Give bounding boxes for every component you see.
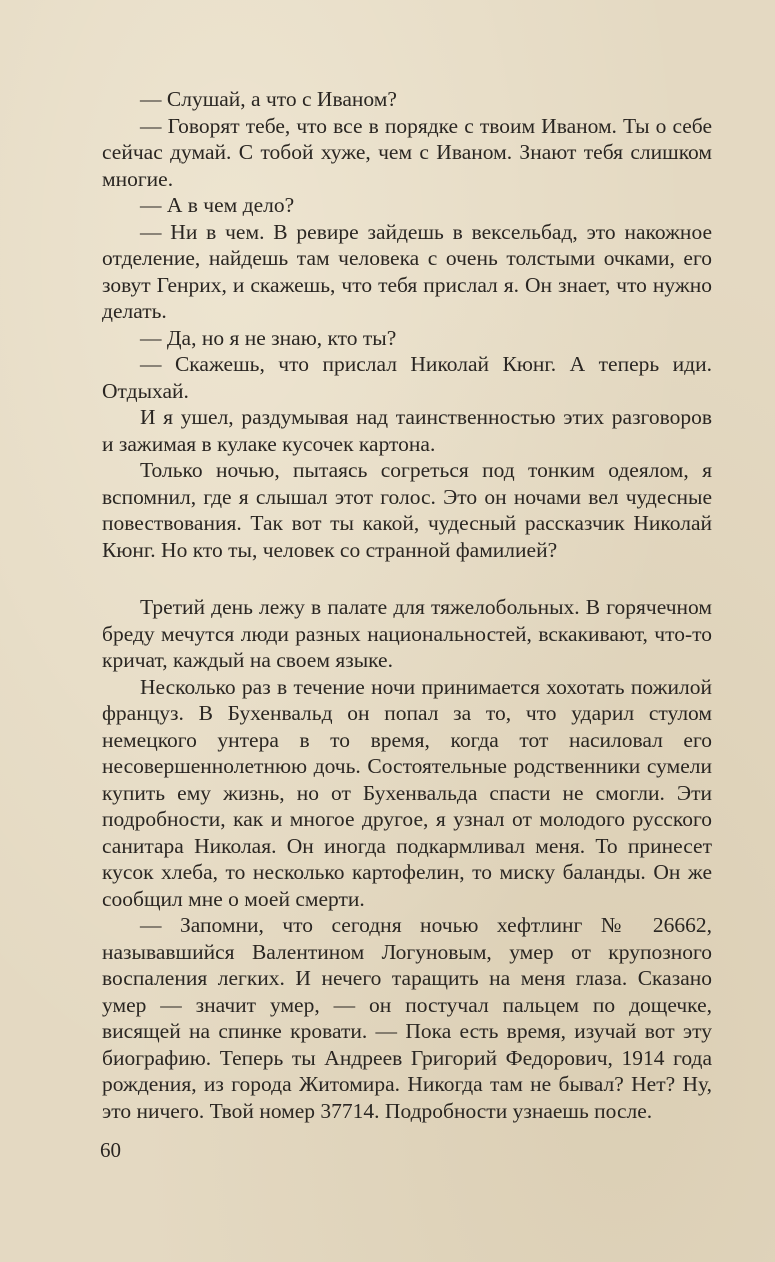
paragraph: — Ни в чем. В ревире зайдешь в вексельбад, это накожное отделение, найдешь там человека с очень толстыми очками, его зовут Генрих, и скажешь, что тебя прислал я. Он знает, что нужно делать. — [102, 219, 712, 323]
page-number: 60 — [100, 1138, 121, 1162]
paragraph: Третий день лежу в палате для тяжелобольных. В горячечном бреду мечутся люди разных национальностей, вскакивают, что-то кричат, каждый на своем языке. — [102, 595, 712, 672]
paragraph: Только ночью, пытаясь согреться под тонким одеялом, я вспомнил, где я слышал этот голос. Это он ночами вел чудесные повествования. Так вот ты какой, чудесный рассказчик Николай Кюнг. Но кто ты, человек со странной фамилией? — [102, 458, 712, 562]
paragraph: И я ушел, раздумывая над таинственностью этих разговоров и зажимая в кулаке кусочек картона. — [102, 405, 712, 456]
paragraph: — Скажешь, что прислал Николай Кюнг. А теперь иди. Отдыхай. — [102, 352, 712, 403]
paragraph: — Слушай, а что с Иваном? — [140, 87, 397, 111]
paragraph: — Да, но я не знаю, кто ты? — [140, 325, 397, 350]
text-section-2 — [102, 594, 712, 1124]
paragraph: — Говорят тебе, что все в порядке с твоим Иваном. Ты о себе сейчас думай. С тобой хуже, чем с Иваном. Знают тебя слишком многие. — [102, 113, 712, 191]
paragraph: — Запомни, что сегодня ночью хефтлинг № 26662, называвшийся Валентином Логуновым, умер от крупозного воспаления легких. И нечего таращить на меня глаза. Сказано умер — значит умер, — он постучал пальцем по дощечке, висящей на спинке кровати. — Пока есть время, изучай вот эту биографию. Теперь ты Андреев Григорий Федорович, 1914 года рождения, из города Житомира. Никогда там не бывал? Нет? Ну, это ничего. Твой номер 37714. Подробности узнаешь после. — [102, 913, 712, 1123]
paragraph: — А в чем дело? — [140, 193, 295, 217]
text-section-1 — [102, 86, 712, 563]
paragraph: Несколько раз в течение ночи принимается хохотать пожилой француз. В Бухенвальд он попал за то, что ударил стулом немецкого унтера в то время, когда тот насиловал его несовершеннолетнюю дочь. Состоятельные родственники сумели купить ему жизнь, но от Бухенвальда спасти не смогли. Эти подробности, как и многое другое, я узнал от молодого русского санитара Николая. Он иногда подкармливал меня. То принесет кусок хлеба, то несколько картофелин, то миску баланды. Он же сообщил мне о моей смерти. — [102, 674, 712, 911]
